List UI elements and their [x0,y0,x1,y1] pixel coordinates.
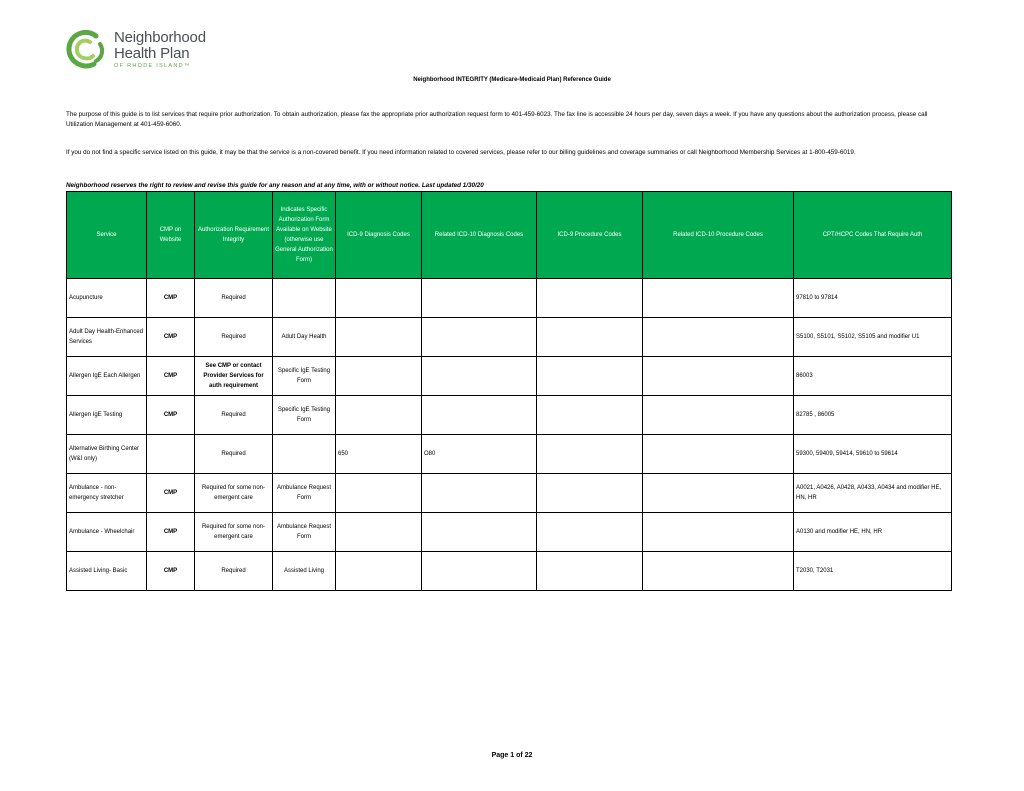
cell-cpt-hcpc: T2030, T2031 [794,552,952,591]
cell-auth-requirement: Required [195,396,273,435]
intro-paragraph: The purpose of this guide is to list services that require prior authorization. To obtain authorization, please fax the appropriate prior authorization request form to 401-459-6023. The fax line is accessible 24 hours per day, seven days a week. If you have any questions about the authorization process, please call Utilization Management at 401-459-6060. [66,111,928,128]
cell-service: Acupuncture [67,279,147,318]
cell-icd9-procedure [537,318,643,357]
cell-icd9-procedure [537,357,643,396]
cell-icd9-procedure [537,552,643,591]
cell-icd9-diagnosis [336,474,422,513]
table-row [67,396,952,435]
cell-form: Specific IgE Testing Form [273,396,336,435]
header-icd10-procedure: Related ICD-10 Procedure Codes [643,192,794,279]
cell-service: Alternative Birthing Center (W&I only) [67,435,147,474]
cell-icd10-procedure [643,435,794,474]
cell-auth-requirement: Required for some non-emergent care [195,513,273,552]
cell-icd9-procedure [537,435,643,474]
cell-cpt-hcpc: 82785 , 86005 [794,396,952,435]
header-icd10-diagnosis: Related ICD-10 Diagnosis Codes [422,192,537,279]
cell-service: Allergen IgE Testing [67,396,147,435]
cell-cmp: CMP [147,279,195,318]
cell-cmp [147,435,195,474]
cell-cpt-hcpc: A0130 and modifier HE, HN, HR [794,513,952,552]
cell-icd9-diagnosis [336,318,422,357]
cell-icd10-diagnosis [422,357,537,396]
revision-notice: Neighborhood reserves the right to review and revise this guide for any reason and at any time, with or without notice. Last updated 1/30/20 [66,182,484,189]
nhp-logo [66,28,236,74]
cell-icd10-diagnosis [422,279,537,318]
cell-form: Adult Day Health [273,318,336,357]
cell-cpt-hcpc: 97810 to 97814 [794,279,952,318]
logo-line-3: OF RHODE ISLAND™ [114,63,191,69]
page-number: Page 1 of 22 [491,752,533,759]
cell-icd9-diagnosis [336,279,422,318]
cell-icd9-diagnosis [336,552,422,591]
cell-icd10-procedure [643,318,794,357]
header-cpt-hcpc-codes: CPT/HCPC Codes That Require Auth [794,192,952,279]
table-row [67,318,952,357]
header-icd9-procedure: ICD-9 Procedure Codes [537,192,643,279]
logo-line-1: Neighborhood [114,29,206,46]
cell-icd10-diagnosis [422,318,537,357]
header-icd9-diagnosis: ICD-9 Diagnosis Codes [336,192,422,279]
cell-icd9-procedure [537,396,643,435]
table-row [67,435,952,474]
cell-icd9-procedure [537,279,643,318]
header-cmp-on-website: CMP on Website [147,192,195,279]
cell-icd10-procedure [643,474,794,513]
table-header-row [67,192,952,279]
cell-cmp: CMP [147,396,195,435]
cell-icd9-diagnosis [336,396,422,435]
cell-form [273,435,336,474]
cell-icd10-procedure [643,396,794,435]
header-service: Service [67,192,147,279]
document-title: Neighborhood INTEGRITY (Medicare-Medicaid Plan) Reference Guide [413,77,611,83]
coverage-paragraph: If you do not find a specific service listed on this guide, it may be that the service is a non-covered benefit. If you need information related to covered services, please refer to our billing guidelines and coverage summaries or call Neighborhood Membership Services at 1-800-459-6019. [66,149,856,156]
cell-form: Ambulance Request Form [273,513,336,552]
cell-cmp: CMP [147,513,195,552]
cell-cpt-hcpc: 59300, 59409, 59414, 59610 to 59614 [794,435,952,474]
cell-auth-requirement: Required [195,435,273,474]
cell-cmp: CMP [147,474,195,513]
table-row [67,474,952,513]
cell-icd10-procedure [643,357,794,396]
cell-service: Ambulance - non-emergency stretcher [67,474,147,513]
cell-auth-requirement: Required [195,318,273,357]
cell-auth-requirement: See CMP or contact Provider Services for auth requirement [195,357,273,396]
cell-icd10-diagnosis [422,474,537,513]
cell-form [273,279,336,318]
authorization-table [66,191,952,591]
cell-cmp: CMP [147,357,195,396]
cell-auth-requirement: Required [195,279,273,318]
table-row [67,513,952,552]
cell-form: Assisted Living [273,552,336,591]
table-row [67,279,952,318]
cell-cpt-hcpc: A0021, A0426, A0428, A0433, A0434 and modifier HE, HN, HR [794,474,952,513]
cell-cmp: CMP [147,318,195,357]
cell-icd10-procedure [643,513,794,552]
cell-service: Allergen IgE Each Allergen [67,357,147,396]
table-row [67,552,952,591]
cell-icd9-procedure [537,513,643,552]
cell-icd10-diagnosis: O80 [422,435,537,474]
cell-icd10-diagnosis [422,513,537,552]
cell-auth-requirement: Required for some non-emergent care [195,474,273,513]
cell-form: Specific IgE Testing Form [273,357,336,396]
cell-auth-requirement: Required [195,552,273,591]
cell-icd9-procedure [537,474,643,513]
header-specific-form: Indicates Specific Authorization Form Available on Website (otherwise use General Authorization Form) [273,192,336,279]
cell-icd10-procedure [643,279,794,318]
cell-service: Ambulance - Wheelchair [67,513,147,552]
cell-form: Ambulance Request Form [273,474,336,513]
cell-icd10-diagnosis [422,396,537,435]
nhp-swirl-logo-icon [66,30,108,70]
logo-line-2: Health Plan [114,45,190,62]
cell-icd10-diagnosis [422,552,537,591]
cell-service: Assisted Living- Basic [67,552,147,591]
header-authorization-requirement: Authorization Requirement Integrity [195,192,273,279]
cell-icd9-diagnosis [336,357,422,396]
cell-cpt-hcpc: 86003 [794,357,952,396]
cell-service: Adult Day Health-Enhanced Services [67,318,147,357]
cell-cmp: CMP [147,552,195,591]
cell-icd9-diagnosis [336,513,422,552]
cell-icd9-diagnosis: 650 [336,435,422,474]
table-row [67,357,952,396]
cell-cpt-hcpc: S5100, S5101, S5102, S5105 and modifier U1 [794,318,952,357]
cell-icd10-procedure [643,552,794,591]
